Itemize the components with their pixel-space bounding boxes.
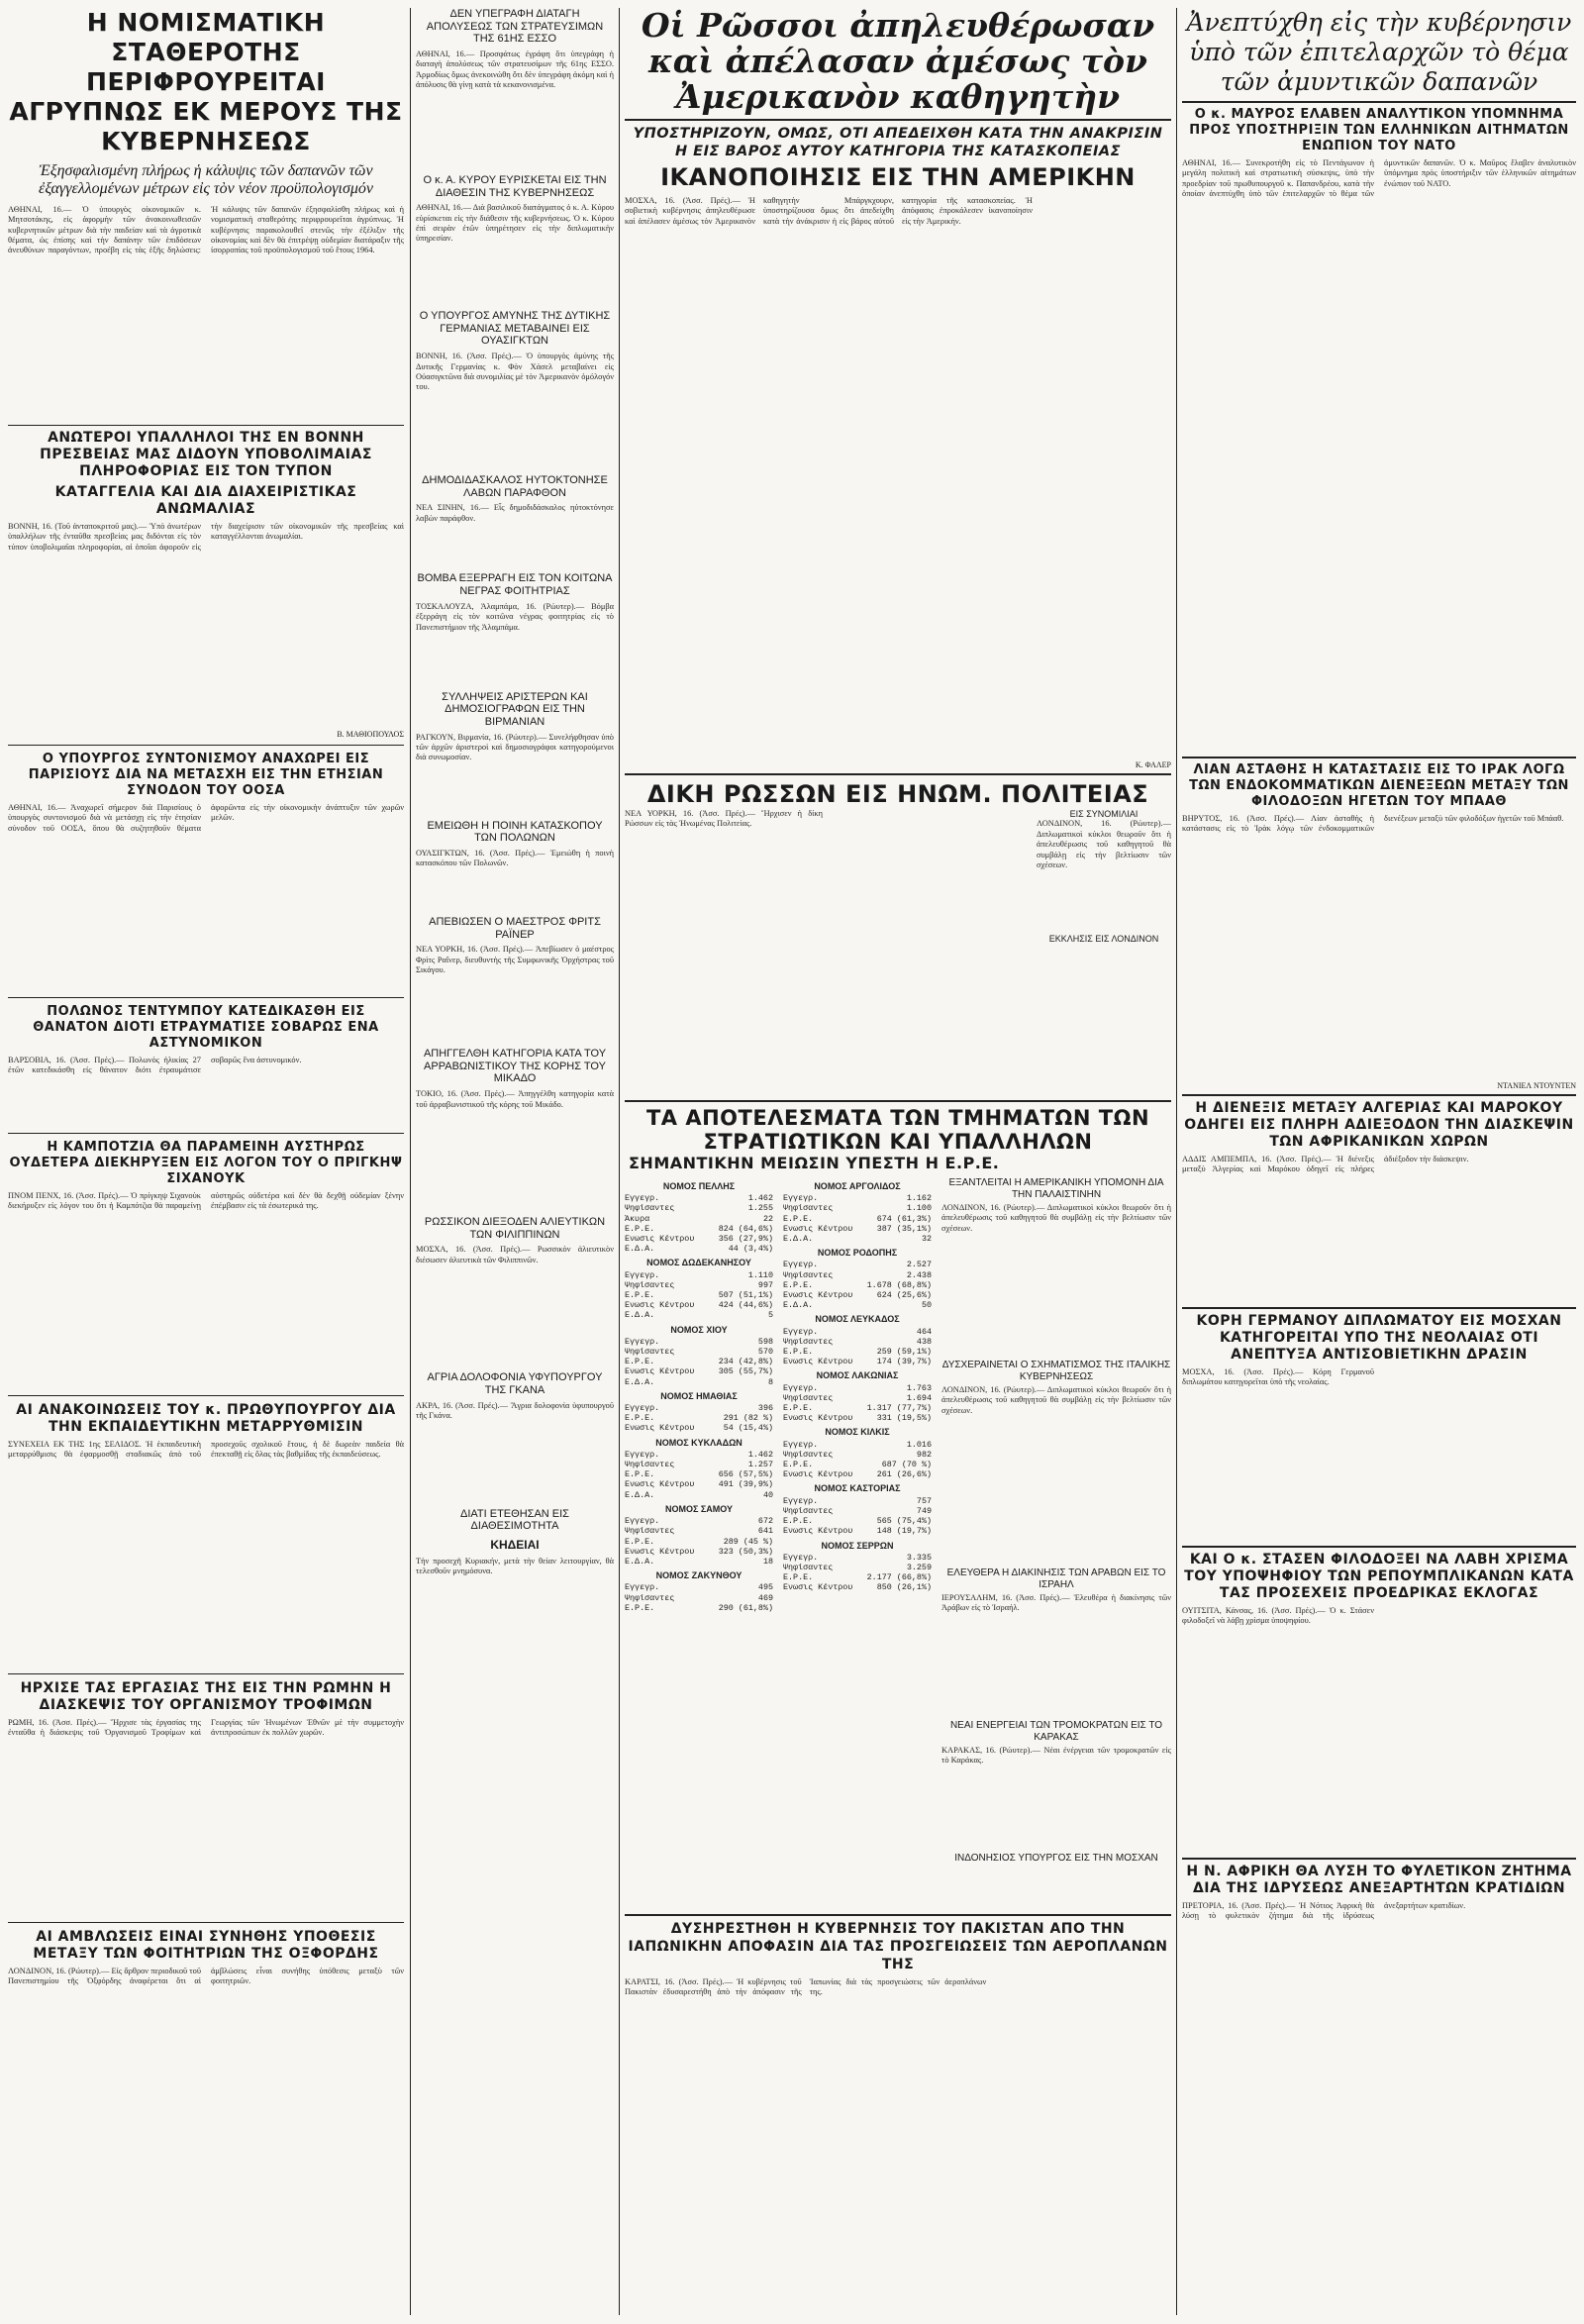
article-body-pakistan: ΚΑΡΑΤΣΙ, 16. (Ἀσσ. Πρές).— Ἡ κυβέρνησις τοῦ Πακιστὰν ἐδυσαρεστήθη ἀπὸ τὴν ἀπόφασιν τῆς Ἰαπωνίας διὰ τὰς προσγειώσεις τῶν ἀεροπλάνων της. xyxy=(625,1977,987,1997)
result-label: Ψηφίσαντες xyxy=(783,1505,834,1516)
result-row xyxy=(783,1347,932,1357)
result-value: 656 (57,5%) xyxy=(718,1469,773,1480)
prefecture-name: ΝΟΜΟΣ ΚΥΚΛΑΔΩΝ xyxy=(655,1437,742,1448)
article-body-trial: ΝΕΑ ΥΟΡΚΗ, 16. (Ἀσσ. Πρές).— Ἤρχισεν ἡ δίκη Ρώσσων εἰς τὰς Ἡνωμένας Πολιτείας. xyxy=(625,809,823,829)
result-row xyxy=(783,1203,932,1213)
prefecture-name: ΝΟΜΟΣ ΚΙΛΚΙΣ xyxy=(825,1427,890,1438)
article-body-kyrou: ΑΘΗΝΑΙ, 16.— Διὰ βασιλικοῦ διατάγματος ὁ κ. Α. Κύρου εὑρίσκεται εἰς τὴν διάθεσιν τῆς κυβερνήσεως. Ὁ κ. Κύρου ἐπὶ σειρὰν ἐτῶν ὑπηρέτησεν εἰς τὴν διπλωματικὴν ὑπηρεσίαν. xyxy=(416,203,614,244)
result-label: Ε.Ρ.Ε. xyxy=(783,1279,814,1290)
result-label: Ψηφίσαντες xyxy=(783,1336,834,1347)
election-results-table-a xyxy=(625,1177,773,1910)
result-value: 424 (44,6%) xyxy=(718,1300,773,1311)
result-label: Ε.Δ.Α. xyxy=(625,1556,655,1566)
result-label: Ἕνωσις Κέντρου xyxy=(783,1290,853,1301)
result-row xyxy=(783,1193,932,1203)
result-value: 850 (26,1%) xyxy=(876,1582,932,1593)
result-value: 323 (50,3%) xyxy=(718,1546,773,1557)
result-label: Ἐγγεγρ. xyxy=(625,1582,660,1593)
result-value: 2.438 xyxy=(906,1269,932,1280)
headline-bomb: ΒΟΜΒΑ ΕΞΕΡΡΑΓΗ ΕΙΣ ΤΟΝ ΚΟΙΤΩΝΑ ΝΕΓΡΑΣ ΦΟΙΤΗΤΡΙΑΣ xyxy=(417,572,613,598)
result-row xyxy=(783,1280,932,1290)
result-row xyxy=(625,1203,773,1213)
result-value: 1.694 xyxy=(906,1392,932,1403)
headline-mikado: ΑΠΗΓΓΕΛΘΗ ΚΑΤΗΓΟΡΙΑ ΚΑΤΑ ΤΟΥ ΑΡΡΑΒΩΝΙΣΤΙΚΟΥ ΤΗΣ ΚΟΡΗΣ ΤΟΥ ΜΙΚΑΔΟ xyxy=(423,1048,607,1085)
trial-section xyxy=(625,809,1171,1096)
result-value: 387 (35,1%) xyxy=(876,1223,932,1234)
column-rule xyxy=(1176,8,1177,2315)
kicker-espionage: ΥΠΟΣΤΗΡΙΖΟΥΝ, ΟΜΩΣ, ΟΤΙ ΑΠΕΔΕΙΧΘΗ ΚΑΤΑ ΤΗΝ ΑΝΑΚΡΙΣΙΝ Η ΕΙΣ ΒΑΡΟΣ ΑΥΤΟΥ ΚΑΤΗΓΟΡΙΑ ΤΗΣ ΚΑΤΑΣΚΟΠΕΙΑΣ xyxy=(633,126,1163,159)
article-body-education: ΣΥΝΕΧΕΙΑ ΕΚ ΤΗΣ 1ης ΣΕΛΙΔΟΣ. Ἡ ἐκπαιδευτικὴ μεταρρύθμισις θὰ ἐφαρμοσθῇ σταδιακῶς ἀπὸ τοῦ προσεχοῦς σχολικοῦ ἔτους, ἡ δὲ δωρεὰν παιδεία θὰ ἐπεκταθῇ εἰς ὅλας τὰς βαθμίδας τῆς ἐκπαιδεύσεως. xyxy=(8,1439,404,1460)
result-label: Ἐγγεγρ. xyxy=(783,1495,819,1506)
result-label: Ἐγγεγρ. xyxy=(783,1439,819,1450)
result-value: 3.259 xyxy=(906,1562,932,1572)
result-row xyxy=(783,1582,932,1592)
result-label: Ε.Ρ.Ε. xyxy=(625,1413,655,1424)
result-value: 982 xyxy=(916,1449,932,1460)
result-value: 1.317 (77,7%) xyxy=(866,1403,932,1414)
article-body-cambodia: ΠΝΟΜ ΠΕΝΧ, 16. (Ἀσσ. Πρές).— Ὁ πρίγκηψ Σιχανοὺκ διεκήρυξεν εἰς λόγον του ὅτι ἡ Καμπότζια θὰ παραμείνῃ αὐστηρῶς οὐδετέρα καὶ δὲν θὰ δεχθῇ οὐδεμίαν ξένην ἐπέμβασιν εἰς τὰ ἐσωτερικά της. xyxy=(8,1190,404,1211)
article-body-talks: ΛΟΝΔΙΝΟΝ, 16. (Ρώυτερ).— Διπλωματικοὶ κύκλοι θεωροῦν ὅτι ἡ ἀπελευθέρωσις τοῦ καθηγητοῦ θὰ συμβάλῃ εἰς τὴν βελτίωσιν τῶν σχέσεων. xyxy=(1037,819,1171,869)
article-body-burma: ΡΑΓΚΟΥΝ, Βιρμανία, 16. (Ρώυτερ).— Συνελήφθησαν ὑπὸ τῶν ἀρχῶν ἀριστεροὶ καὶ δημοσιογράφοι κατηγορούμενοι διὰ συνωμοσίαν. xyxy=(416,732,614,762)
headline-german-defense: Ο ΥΠΟΥΡΓΟΣ ΑΜΥΝΗΣ ΤΗΣ ΔΥΤΙΚΗΣ ΓΕΡΜΑΝΙΑΣ ΜΕΤΑΒΑΙΝΕΙ ΕΙΣ ΟΥΑΣΙΓΚΤΩΝ xyxy=(419,310,611,348)
result-row xyxy=(625,1290,773,1300)
result-row xyxy=(783,1337,932,1347)
result-row xyxy=(783,1234,932,1244)
result-value: 32 xyxy=(921,1234,932,1245)
article-body-mikado: ΤΟΚΙΟ, 16. (Ἀσσ. Πρές).— Ἀπηγγέλθη κατηγορία κατὰ τοῦ ἀρραβωνιστικοῦ τῆς κόρης τοῦ Μικάδο. xyxy=(416,1089,614,1109)
headline-italy-govt: ΔΥΣΧΕΡΑΙΝΕΤΑΙ Ο ΣΧΗΜΑΤΙΣΜΟΣ ΤΗΣ ΙΤΑΛΙΚΗΣ ΚΥΒΕΡΝΗΣΕΩΣ xyxy=(941,1360,1171,1382)
headline-ghana: ΑΓΡΙΑ ΔΟΛΟΦΟΝΙΑ ΥΦΥΠΟΥΡΓΟΥ ΤΗΣ ΓΚΑΝΑ xyxy=(427,1371,603,1397)
result-label: Ε.Ρ.Ε. xyxy=(783,1572,814,1583)
result-value: 507 (51,1%) xyxy=(718,1290,773,1301)
result-label: Ε.Δ.Α. xyxy=(625,1489,655,1500)
result-row xyxy=(625,1403,773,1413)
kicker-mavros-nato: Ο κ. ΜΑΥΡΟΣ ΕΛΑΒΕΝ ΑΝΑΛΥΤΙΚΟΝ ΥΠΟΜΝΗΜΑ ΠΡΟΣ ΥΠΟΣΤΗΡΙΞΙΝ ΤΩΝ ΕΛΛΗΝΙΚΩΝ ΑΙΤΗΜΑΤΩΝ ΕΝΩΠΙΟΝ ΤΟΥ ΝΑΤΟ xyxy=(1189,107,1569,153)
subhead-ere-decline: ΣΗΜΑΝΤΙΚΗΝ ΜΕΙΩΣΙΝ ΥΠΕΣΤΗ Η Ε.Ρ.Ε. xyxy=(629,1154,1000,1172)
headline-arabs-israel: ΕΛΕΥΘΕΡΑ Η ΔΙΑΚΙΝΗΣΙΣ ΤΩΝ ΑΡΑΒΩΝ ΕΙΣ ΤΟ ΙΣΡΑΗΛ xyxy=(946,1567,1166,1590)
result-row xyxy=(625,1337,773,1347)
result-label: Ε.Ρ.Ε. xyxy=(625,1469,655,1480)
prefecture-name: ΝΟΜΟΣ ΡΟΔΟΠΗΣ xyxy=(817,1248,898,1259)
result-label: Ε.Ρ.Ε. xyxy=(625,1223,655,1234)
result-value: 234 (42,8%) xyxy=(718,1357,773,1367)
result-label: Ψηφίσαντες xyxy=(783,1203,834,1214)
article-body-ghana: ΑΚΡΑ, 16. (Ἀσσ. Πρές).— Ἄγρια δολοφονία ὑφυπουργοῦ τῆς Γκάνα. xyxy=(416,1400,614,1421)
prefecture-name: ΝΟΜΟΣ ΧΙΟΥ xyxy=(670,1324,728,1335)
result-value: 757 xyxy=(916,1495,932,1506)
result-row xyxy=(783,1403,932,1413)
result-label: Ἐγγεγρ. xyxy=(783,1260,819,1270)
result-value: 2.177 (66,8%) xyxy=(866,1572,932,1583)
result-row xyxy=(625,1547,773,1557)
subheadline-monetary: Ἐξησφαλισμένη πλήρως ἡ κάλυψις τῶν δαπανῶν τῶν ἐξαγγελλομένων μέτρων εἰς τὸν νέον προϋπολογισμόν xyxy=(39,162,373,198)
result-row xyxy=(783,1413,932,1423)
result-label: Ἐγγεγρ. xyxy=(625,1336,660,1347)
result-value: 674 (61,3%) xyxy=(876,1213,932,1224)
elections-section xyxy=(625,1177,1171,1910)
headline-german-diplomat-daughter: ΚΟΡΗ ΓΕΡΜΑΝΟΥ ΔΙΠΛΩΜΑΤΟΥ ΕΙΣ ΜΟΣΧΑΝ ΚΑΤΗΓΟΡΕΙΤΑΙ ΥΠΟ ΤΗΣ ΝΕΟΛΑΙΑΣ ΟΤΙ ΑΝΕΠΤΥΞΑ ΑΝΤΙΣΟΒΙΕΤΙΚΗΝ ΔΡΑΣΙΝ xyxy=(1196,1313,1562,1363)
result-value: 495 xyxy=(757,1582,773,1593)
result-row xyxy=(783,1357,932,1366)
headline-election-results: ΤΑ ΑΠΟΤΕΛΕΣΜΑΤΑ ΤΩΝ ΤΜΗΜΑΤΩΝ ΤΩΝ ΣΤΡΑΤΙΩΤΙΚΩΝ ΚΑΙ ΥΠΑΛΛΗΛΩΝ xyxy=(645,1106,1150,1154)
headline-bonn-embassy: ΑΝΩΤΕΡΟΙ ΥΠΑΛΛΗΛΟΙ ΤΗΣ ΕΝ ΒΟΝΝΗ ΠΡΕΣΒΕΙΑΣ ΜΑΣ ΔΙΔΟΥΝ ΥΠΟΒΟΛΙΜΑΙΑΣ ΠΛΗΡΟΦΟΡΙΑΣ ΕΙΣ ΤΟΝ ΤΥΠΟΝ xyxy=(40,429,372,479)
result-label: Ψηφίσαντες xyxy=(783,1269,834,1280)
result-value: 5 xyxy=(767,1310,773,1321)
result-label: Ψηφίσαντες xyxy=(783,1392,834,1403)
result-label: Ἐγγεγρ. xyxy=(783,1326,819,1337)
result-value: 749 xyxy=(916,1505,932,1516)
result-row xyxy=(783,1327,932,1337)
result-row xyxy=(625,1526,773,1536)
result-row xyxy=(625,1310,773,1320)
result-label: Ψηφίσαντες xyxy=(625,1347,675,1358)
prefecture-name: ΝΟΜΟΣ ΛΕΥΚΑΔΟΣ xyxy=(815,1314,900,1325)
result-row xyxy=(783,1383,932,1393)
article-body-spy: ΟΥΑΣΙΓΚΤΩΝ, 16. (Ἀσσ. Πρές).— Ἐμειώθη ἡ ποινὴ κατασκόπου τῶν Πολωνῶν. xyxy=(416,848,614,868)
headline-indonesian-minister: ΙΝΔΟΝΗΣΙΟΣ ΥΠΟΥΡΓΟΣ ΕΙΣ ΤΗΝ ΜΟΣΧΑΝ xyxy=(954,1853,1158,1864)
result-value: 598 xyxy=(757,1336,773,1347)
article-body-iraq: ΒΗΡΥΤΟΣ, 16. (Ἀσσ. Πρές).— Λίαν ἀσταθὴς ἡ κατάστασις εἰς τὸ Ἰρὰκ λόγῳ τῶν ἐνδοκομματικῶν διενέξεων μεταξὺ τῶν φιλοδόξων ἡγετῶν τοῦ Μπάαθ. xyxy=(1182,814,1564,834)
result-value: 331 (19,5%) xyxy=(876,1413,932,1424)
result-label: Ἐγγεγρ. xyxy=(625,1516,660,1527)
result-row xyxy=(783,1450,932,1460)
result-row xyxy=(625,1214,773,1224)
article-body-esso: ΑΘΗΝΑΙ, 16.— Προσφάτως ἐγράφη ὅτι ὑπεγράφη ἡ διαταγὴ ἀπολύσεως τῶν στρατευσίμων τῆς 61ης ΕΣΣΟ. Ἁρμοδίως ὅμως ἀνεκοινώθη ὅτι δὲν ὑπεγράφη ἀκόμη καὶ ἡ ἀπόλυσις θὰ γίνῃ κατὰ τὰ κεκανονισμένα. xyxy=(416,49,614,90)
result-value: 289 (45 %) xyxy=(723,1536,773,1547)
result-row xyxy=(625,1603,773,1613)
headline-fao-rome: ΗΡΧΙΣΕ ΤΑΣ ΕΡΓΑΣΙΑΣ ΤΗΣ ΕΙΣ ΤΗΝ ΡΩΜΗΝ Η ΔΙΑΣΚΕΨΙΣ ΤΟΥ ΟΡΓΑΝΙΣΜΟΥ ΤΡΟΦΙΜΩΝ xyxy=(20,1679,392,1713)
result-value: 40 xyxy=(762,1489,773,1500)
headline-caracas: ΝΕΑΙ ΕΝΕΡΓΕΙΑΙ ΤΩΝ ΤΡΟΜΟΚΡΑΤΩΝ ΕΙΣ ΤΟ ΚΑΡΑΚΑΣ xyxy=(949,1720,1163,1743)
result-label: Ἐγγεγρ. xyxy=(625,1449,660,1460)
result-value: 1.100 xyxy=(906,1203,932,1214)
article-body-diplomat-daughter: ΜΟΣΧΑ, 16. (Ἀσσ. Πρές).— Κόρη Γερμανοῦ διπλωμάτου κατηγορεῖται ὑπὸ τῆς νεολαίας. xyxy=(1182,1367,1374,1387)
result-row xyxy=(625,1557,773,1566)
result-label: Ε.Ρ.Ε. xyxy=(783,1403,814,1414)
result-label: Ε.Ρ.Ε. xyxy=(783,1516,814,1527)
headline-61st-esso: ΔΕΝ ΥΠΕΓΡΑΦΗ ΔΙΑΤΑΓΗ ΑΠΟΛΥΣΕΩΣ ΤΩΝ ΣΤΡΑΤΕΥΣΙΜΩΝ ΤΗΣ 61ΗΣ ΕΣΣΟ xyxy=(426,8,604,46)
column-left xyxy=(8,8,404,2066)
headline-funerals: ΚΗΔΕΙΑΙ xyxy=(490,1537,540,1552)
result-value: 624 (25,6%) xyxy=(876,1290,932,1301)
article-body-caracas: ΚΑΡΑΚΑΣ, 16. (Ρώυτερ).— Νέαι ἐνέργειαι τῶν τρομοκρατῶν εἰς τὸ Καράκας. xyxy=(941,1746,1171,1766)
result-label: Ε.Ρ.Ε. xyxy=(783,1347,814,1358)
article-body-philippines: ΜΟΣΧΑ, 16. (Ἀσσ. Πρές).— Ρωσσικὸν ἀλιευτικὸν διέσωσεν ἀλιευτικὰ τῶν Φιλιππινῶν. xyxy=(416,1245,614,1264)
result-label: Ἐγγεγρ. xyxy=(783,1382,819,1393)
headline-teacher: ΔΗΜΟΔΙΔΑΣΚΑΛΟΣ ΗΥΤΟΚΤΟΝΗΣΕ ΛΑΒΩΝ ΠΑΡΑΦΘΟΝ xyxy=(422,474,608,499)
result-label: Ε.Δ.Α. xyxy=(783,1300,814,1311)
result-row xyxy=(625,1450,773,1460)
result-value: 1.462 xyxy=(747,1449,773,1460)
result-label: Ἕνωσις Κέντρου xyxy=(625,1300,695,1311)
result-row xyxy=(783,1260,932,1269)
result-row xyxy=(783,1469,932,1479)
result-row xyxy=(783,1290,932,1300)
column-rule xyxy=(410,8,411,2315)
byline-bonn: Β. ΜΑΘΙΟΠΟΥΛΟΣ xyxy=(337,729,404,739)
headline-south-africa: Η Ν. ΑΦΡΙΚΗ ΘΑ ΛΥΣΗ ΤΟ ΦΥΛΕΤΙΚΟΝ ΖΗΤΗΜΑ ΔΙΑ ΤΗΣ ΙΔΡΥΣΕΩΣ ΑΝΕΞΑΡΤΗΤΩΝ ΚΡΑΤΙΔΙΩΝ xyxy=(1186,1864,1572,1896)
result-value: 1.255 xyxy=(747,1203,773,1214)
result-row xyxy=(783,1270,932,1280)
result-label: Ἐγγεγρ. xyxy=(625,1193,660,1204)
result-label: Ε.Δ.Α. xyxy=(783,1234,814,1245)
article-body-defense: ΑΘΗΝΑΙ, 16.— Συνεκροτήθη εἰς τὸ Πεντάγωνον ἡ μεγάλη πολιτικὴ καὶ στρατιωτικὴ σύσκεψις, ὑπὸ τὴν προεδρίαν τοῦ πρωθυπουργοῦ κ. Παπανδρέου, κατὰ τὴν ὁποίαν ἀνεπτύχθη ὑπὸ τῶν ἐπιτελαρχῶν τὸ θέμα τῶν ἀμυντικῶν δαπανῶν. Ὁ κ. Μαῦρος ἔλαβεν ἀναλυτικὸν ὑπόμνημα πρὸς ὑποστήριξιν τῶν ἑλληνικῶν αἰτημάτων ἐνώπιον τοῦ ΝΑΤΟ. xyxy=(1182,158,1576,199)
result-value: 290 (61,8%) xyxy=(718,1602,773,1613)
result-value: 356 (27,9%) xyxy=(718,1234,773,1245)
result-row xyxy=(625,1593,773,1603)
article-body-oecd: ΑΘΗΝΑΙ, 16.— Ἀναχωρεῖ σήμερον διὰ Παρισίους ὁ ὑπουργὸς συντονισμοῦ διὰ νὰ μετάσχῃ εἰς τὴν ἐτησίαν σύνοδον τοῦ ΟΟΣΑ, ὅπου θὰ συζητηθοῦν θέματα ἀφορῶντα εἰς τὴν οἰκονομικὴν ἀνάπτυξιν τῶν χωρῶν μελῶν. xyxy=(8,802,404,833)
article-body-oxford: ΛΟΝΔΙΝΟΝ, 16. (Ρώυτερ).— Εἰς ἄρθρον περιοδικοῦ τοῦ Πανεπιστημίου τῆς Ὀξφόρδης ἀναφέρεται ὅτι αἱ ἀμβλώσεις εἶναι συνήθης ὑπόθεσις μεταξὺ τῶν φοιτητριῶν. xyxy=(8,1966,404,1986)
result-label: Ἕνωσις Κέντρου xyxy=(625,1479,695,1490)
result-row xyxy=(625,1224,773,1234)
result-value: 1.162 xyxy=(906,1193,932,1204)
result-value: 1.110 xyxy=(747,1269,773,1280)
result-label: Ἕνωσις Κέντρου xyxy=(783,1223,853,1234)
result-label: Ε.Ρ.Ε. xyxy=(625,1290,655,1301)
result-row xyxy=(625,1366,773,1376)
article-body-funerals: Τὴν προσεχῆ Κυριακήν, μετὰ τὴν θείαν λειτουργίαν, θὰ τελεσθοῦν μνημόσυνα. xyxy=(416,1556,614,1576)
result-value: 259 (59,1%) xyxy=(876,1347,932,1358)
result-value: 54 (15,4%) xyxy=(723,1423,773,1434)
result-row xyxy=(625,1357,773,1366)
article-body-polish: ΒΑΡΣΟΒΙΑ, 16. (Ἀσσ. Πρές).— Πολωνὸς ἠλικίας 27 ἐτῶν κατεδικάσθη εἰς θάνατον διότι ἐτραυμάτισε σοβαρῶς ἕνα ἀστυνομικόν. xyxy=(8,1055,302,1075)
article-body-reiner: ΝΕΑ ΥΟΡΚΗ, 16. (Ἀσσ. Πρές).— Ἀπεβίωσεν ὁ μαέστρος Φρὶτς Ραΐνερ, διευθυντὴς τῆς Συμφωνικῆς Ὀρχήστρας τοῦ Σικάγου. xyxy=(416,945,614,974)
result-label: Ψηφίσαντες xyxy=(625,1279,675,1290)
headline-palestine: ΕΞΑΝΤΛΕΙΤΑΙ Η ΑΜΕΡΙΚΑΝΙΚΗ ΥΠΟΜΟΝΗ ΔΙΑ ΤΗΝ ΠΑΛΑΙΣΤΙΝΗΝ xyxy=(948,1177,1164,1200)
headline-iraq: ΛΙΑΝ ΑΣΤΑΘΗΣ Η ΚΑΤΑΣΤΑΣΙΣ ΕΙΣ ΤΟ ΙΡΑΚ ΛΟΓΩ ΤΩΝ ΕΝΔΟΚΟΜΜΑΤΙΚΩΝ ΔΙΕΝΕΞΕΩΝ ΜΕΤΑΞΥ ΤΩΝ ΦΙΛΟΔΟΞΩΝ ΗΓΕΤΩΝ ΤΟΥ ΜΠΑΑΘ xyxy=(1189,762,1569,809)
article-body-bomb: ΤΟΣΚΑΛΟΥΖΑ, Ἀλαμπάμα, 16. (Ρώυτερ).— Βόμβα ἐξερράγη εἰς τὸν κοιτῶνα νέγρας φοιτητρίας εἰς τὸ Πανεπιστήμιον τῆς Ἀλαμπάμα. xyxy=(416,601,614,632)
result-label: Ε.Ρ.Ε. xyxy=(625,1602,655,1613)
headline-polish-sentence: ΠΟΛΩΝΟΣ ΤΕΝΤΥΜΠΟΥ ΚΑΤΕΔΙΚΑΣΘΗ ΕΙΣ ΘΑΝΑΤΟΝ ΔΙΟΤΙ ΕΤΡΑΥΜΑΤΙΣΕ ΣΟΒΑΡΩΣ ΕΝΑ ΑΣΤΥΝΟΜΙΚΟΝ xyxy=(33,1003,379,1051)
result-label: Ε.Ρ.Ε. xyxy=(625,1357,655,1367)
prefecture-name: ΝΟΜΟΣ ΛΑΚΩΝΙΑΣ xyxy=(816,1370,899,1381)
result-label: Ἕνωσις Κέντρου xyxy=(625,1366,695,1377)
result-value: 469 xyxy=(757,1592,773,1603)
result-label: Ψηφίσαντες xyxy=(625,1460,675,1470)
result-value: 22 xyxy=(762,1213,773,1224)
result-row xyxy=(625,1234,773,1244)
result-row xyxy=(625,1377,773,1387)
headline-algeria-morocco: Η ΔΙΕΝΕΞΙΣ ΜΕΤΑΞΥ ΑΛΓΕΡΙΑΣ ΚΑΙ ΜΑΡΟΚΟΥ ΟΔΗΓΕΙ ΕΙΣ ΠΛΗΡΗ ΑΔΙΕΞΟΔΟΝ ΤΗΝ ΔΙΑΣΚΕΨΙΝ ΤΩΝ ΑΦΡΙΚΑΝΙΚΩΝ ΧΩΡΩΝ xyxy=(1184,1100,1574,1150)
result-label: Ἐγγεγρ. xyxy=(783,1193,819,1204)
result-label: Ἐγγεγρ. xyxy=(625,1269,660,1280)
article-body-bonn: ΒΟΝΝΗ, 16. (Τοῦ ἀνταποκριτοῦ μας).— Ὑπὸ ἀνωτέρων ὑπαλλήλων τῆς ἐνταῦθα πρεσβείας μας διδόνται εἰς τὸν τύπον ὑποβολιμαῖαι πληροφορίαι, αἱ ὁποῖαι ἀφοροῦν εἰς τὴν διαχείρισιν τῶν οἰκονομικῶν τῆς πρεσβείας καὶ καταγγέλλονται ἀνωμαλίαι. xyxy=(8,521,404,552)
result-row xyxy=(783,1506,932,1516)
result-value: 1.678 (68,8%) xyxy=(866,1279,932,1290)
result-row xyxy=(783,1496,932,1506)
headline-pakistan: ΔΥΣΗΡΕΣΤΗΘΗ Η ΚΥΒΕΡΝΗΣΙΣ ΤΟΥ ΠΑΚΙΣΤΑΝ ΑΠΟ ΤΗΝ ΙΑΠΩΝΙΚΗΝ ΑΠΟΦΑΣΙΝ ΔΙΑ ΤΑΣ ΠΡΟΣΓΕΙΩΣΕΙΣ ΤΩΝ ΑΕΡΟΠΛΑΝΩΝ ΤΗΣ xyxy=(628,1921,1168,1972)
result-label: Ἄκυρα xyxy=(625,1213,650,1224)
result-row xyxy=(625,1537,773,1547)
headline-stassen: ΚΑΙ Ο κ. ΣΤΑΣΕΝ ΦΙΛΟΔΟΞΕΙ ΝΑ ΛΑΒΗ ΧΡΙΣΜΑ ΤΟΥ ΥΠΟΨΗΦΙΟΥ ΤΩΝ ΡΕΠΟΥΜΠΛΙΚΑΝΩΝ ΚΑΤΑ ΤΑΣ ΠΡΟΣΕΧΕΙΣ ΠΡΟΕΔΡΙΚΑΣ ΕΚΛΟΓΑΣ xyxy=(1184,1552,1574,1601)
headline-bonn-embassy-2: ΚΑΤΑΓΓΕΛΙΑ ΚΑΙ ΔΙΑ ΔΙΑΧΕΙΡΙΣΤΙΚΑΣ ΑΝΩΜΑΛΙΑΣ xyxy=(54,483,357,517)
result-value: 672 xyxy=(757,1516,773,1527)
result-row xyxy=(783,1526,932,1536)
headline-philippines: ΡΩΣΣΙΚΟΝ ΔΙΕΞΟΔΕΝ ΑΛΙΕΥΤΙΚΩΝ ΤΩΝ ΦΙΛΙΠΠΙΝΩΝ xyxy=(424,1216,606,1241)
result-value: 261 (26,6%) xyxy=(876,1469,932,1480)
result-row xyxy=(783,1393,932,1403)
result-label: Ε.Ρ.Ε. xyxy=(625,1536,655,1547)
article-body-teacher: ΝΕΑ ΣΙΝΗΝ, 16.— Εἷς δημοδιδάσκαλος ηὐτοκτόνησε λαβὼν παράφθον. xyxy=(416,503,614,523)
result-label: Ἐγγεγρ. xyxy=(625,1403,660,1414)
headline-burma: ΣΥΛΛΗΨΕΙΣ ΑΡΙΣΤΕΡΩΝ ΚΑΙ ΔΗΜΟΣΙΟΓΡΑΦΩΝ ΕΙΣ ΤΗΝ ΒΙΡΜΑΝΙΑΝ xyxy=(442,690,588,728)
headline-london-appeal: ΕΚΚΛΗΣΙΣ ΕΙΣ ΛΟΝΔΙΝΟΝ xyxy=(1048,934,1159,945)
result-row xyxy=(625,1347,773,1357)
headline-disposal: ΔΙΑΤΙ ΕΤΕΘΗΣΑΝ ΕΙΣ ΔΙΑΘΕΣΙΜΟΤΗΤΑ xyxy=(460,1507,569,1533)
headline-talks: ΕΙΣ ΣΥΝΟΜΙΛΙΑΙ xyxy=(1069,809,1138,819)
elections-side-news xyxy=(941,1177,1171,1910)
article-body-south-africa: ΠΡΕΤΟΡΙΑ, 16. (Ἀσσ. Πρές).— Ἡ Νότιος Ἀφρικὴ θὰ λύσῃ τὸ φυλετικὸν ζήτημα διὰ τῆς ἱδρύσεως ἀνεξαρτήτων κρατιδίων. xyxy=(1182,1901,1466,1921)
headline-education-reform: ΑΙ ΑΝΑΚΟΙΝΩΣΕΙΣ ΤΟΥ κ. ΠΡΩΘΥΠΟΥΡΓΟΥ ΔΙΑ ΤΗΝ ΕΚΠΑΙΔΕΥΤΙΚΗΝ ΜΕΤΑΡΡΥΘΜΙΣΙΝ xyxy=(16,1401,396,1435)
result-row xyxy=(783,1224,932,1234)
result-label: Ἕνωσις Κέντρου xyxy=(783,1357,853,1367)
article-body-palestine: ΛΟΝΔΙΝΟΝ, 16. (Ρώυτερ).— Διπλωματικοὶ κύκλοι θεωροῦν ὅτι ἡ ἀπελευθέρωσις τοῦ καθηγητοῦ θὰ συμβάλῃ εἰς τὴν βελτίωσιν τῶν σχέσεων. xyxy=(941,1203,1171,1233)
result-value: 997 xyxy=(757,1279,773,1290)
article-body-algeria: ΑΔΔΙΣ ΑΜΠΕΜΠΑ, 16. (Ἀσσ. Πρές).— Ἡ διένεξις μεταξὺ Ἀλγερίας καὶ Μαρόκου ὁδηγεῖ εἰς πλήρες ἀδιέξοδον τὴν διάσκεψιν. xyxy=(1182,1155,1469,1174)
headline-kyrou: Ο κ. Α. ΚΥΡΟΥ ΕΥΡΙΣΚΕΤΑΙ ΕΙΣ ΤΗΝ ΔΙΑΘΕΣΙΝ ΤΗΣ ΚΥΒΕΡΝΗΣΕΩΣ xyxy=(423,173,607,199)
result-label: Ψηφίσαντες xyxy=(783,1449,834,1460)
result-row xyxy=(783,1572,932,1582)
result-row xyxy=(625,1244,773,1254)
result-value: 1.763 xyxy=(906,1382,932,1393)
prefecture-name: ΝΟΜΟΣ ΣΕΡΡΩΝ xyxy=(821,1540,894,1551)
election-results-table-b xyxy=(783,1177,932,1910)
result-value: 687 (70 %) xyxy=(881,1460,932,1470)
result-label: Ψηφίσαντες xyxy=(625,1203,675,1214)
prefecture-name: ΝΟΜΟΣ ΔΩΔΕΚΑΝΗΣΟΥ xyxy=(646,1258,751,1268)
result-row xyxy=(625,1300,773,1310)
article-body-german-defense: ΒΟΝΝΗ, 16. (Ἀσσ. Πρές).— Ὁ ὑπουργὸς ἀμύνης τῆς Δυτικῆς Γερμανίας κ. Φὸν Χάσελ μεταβαίνει εἰς Οὐασιγκτῶνα διὰ συνομιλίας μὲ τὸν Ἀμερικανὸν ὁμόλογόν του. xyxy=(416,352,614,392)
article-body-monetary: ΑΘΗΝΑΙ, 16.— Ὁ ὑπουργὸς οἰκονομικῶν κ. Μητσοτάκης, εἰς ἀφορμὴν τῶν ἀνακοινωθεισῶν κυβερνητικῶν μέτρων διὰ τὴν παιδείαν καὶ τὰ ἀγροτικὰ θέματα, ὡς ἐπίσης καὶ τὴν δαπάνην τῶν ἐπιδόσεων ἀνευθύνων παραγόντων, προέβη εἰς τὰς ἑξῆς δηλώσεις: Ἡ κάλυψις τῶν δαπανῶν ἐξησφαλίσθη πλήρως καὶ ἡ νομισματικὴ σταθερότης περιφρουρεῖται ἀγρύπνως. Ἡ κυβέρνησις παρακολουθεῖ στενῶς τὴν ἐξέλιξιν τῆς οἰκονομίας καὶ δὲν θὰ ἐπιτρέψῃ οὐδεμίαν διατάραξιν τῆς ἰσορροπίας τοῦ προϋπολογισμοῦ τοῦ ἔτους 1964. xyxy=(8,204,404,255)
column-right xyxy=(1182,8,1576,2089)
headline-oxford: ΑΙ ΑΜΒΛΩΣΕΙΣ ΕΙΝΑΙ ΣΥΝΗΘΗΣ ΥΠΟΘΕΣΙΣ ΜΕΤΑΞΥ ΤΩΝ ΦΟΙΤΗΤΡΙΩΝ ΤΗΣ ΟΞΦΟΡΔΗΣ xyxy=(33,1928,379,1962)
result-row xyxy=(783,1300,932,1310)
result-row xyxy=(783,1460,932,1469)
result-row xyxy=(783,1214,932,1224)
result-label: Ε.Δ.Α. xyxy=(625,1376,655,1387)
result-value: 44 (3,4%) xyxy=(728,1244,773,1255)
column-center xyxy=(625,8,1171,2126)
result-value: 464 xyxy=(916,1326,932,1337)
result-label: Ἕνωσις Κέντρου xyxy=(783,1413,853,1424)
headline-spy-sentence: ΕΜΕΙΩΘΗ Η ΠΟΙΝΗ ΚΑΤΑΣΚΟΠΟΥ ΤΩΝ ΠΟΛΩΝΩΝ xyxy=(427,819,603,845)
result-label: Ἕνωσις Κέντρου xyxy=(783,1469,853,1480)
result-value: 291 (82 %) xyxy=(723,1413,773,1424)
prefecture-name: ΝΟΜΟΣ ΗΜΑΘΙΑΣ xyxy=(660,1390,738,1401)
result-value: 2.527 xyxy=(906,1260,932,1270)
result-label: Ἕνωσις Κέντρου xyxy=(783,1526,853,1537)
prefecture-name: ΝΟΜΟΣ ΠΕΛΛΗΣ xyxy=(662,1181,736,1191)
result-value: 824 (64,6%) xyxy=(718,1223,773,1234)
result-value: 1.016 xyxy=(906,1439,932,1450)
result-row xyxy=(783,1563,932,1572)
result-value: 1.462 xyxy=(747,1193,773,1204)
result-label: Ψηφίσαντες xyxy=(783,1562,834,1572)
result-row xyxy=(625,1460,773,1469)
result-value: 174 (39,7%) xyxy=(876,1357,932,1367)
result-label: Ε.Ρ.Ε. xyxy=(783,1460,814,1470)
result-value: 570 xyxy=(757,1347,773,1358)
article-body-professor: ΜΟΣΧΑ, 16. (Ἀσσ. Πρές).— Ἡ σοβιετικὴ κυβέρνησις ἀπηλευθέρωσε καὶ ἀπέλασεν ἀμέσως τὸν Ἀμερικανὸν καθηγητὴν Μπάργκχουρν, ὑποστηρίζουσα ὅμως ὅτι ἀπεδείχθη κατὰ τὴν ἀνάκρισιν ἡ εἰς βάρος αὐτοῦ κατηγορία τῆς κατασκοπείας. Ἡ ἀπόφασις ἐπροκάλεσεν ἱκανοποίησιν εἰς τὴν Ἀμερικήν. xyxy=(625,196,1033,226)
result-row xyxy=(625,1280,773,1290)
headline-russians-release: Οἱ Ρῶσσοι ἀπηλευθέρωσαν καὶ ἀπέλασαν ἀμέσως τὸν Ἀμερικανὸν καθηγητὴν xyxy=(641,6,1155,116)
result-label: Ε.Δ.Α. xyxy=(625,1310,655,1321)
result-row xyxy=(783,1553,932,1563)
result-label: Ἐγγεγρ. xyxy=(783,1552,819,1563)
prefecture-name: ΝΟΜΟΣ ΑΡΓΟΛΙΔΟΣ xyxy=(814,1181,901,1191)
headline-defense-expenditure: Ἀνεπτύχθη εἰς τὴν κυβέρνησιν ὑπὸ τῶν ἐπιτελαρχῶν τὸ θέμα τῶν ἀμυντικῶν δαπανῶν xyxy=(1186,8,1572,96)
result-row xyxy=(625,1490,773,1500)
subhead-satisfaction-america: ΙΚΑΝΟΠΟΙΗΣΙΣ ΕΙΣ ΤΗΝ ΑΜΕΡΙΚΗΝ xyxy=(660,163,1136,191)
result-row xyxy=(625,1413,773,1423)
result-label: Ε.Ρ.Ε. xyxy=(783,1213,814,1224)
result-label: Ψηφίσαντες xyxy=(625,1526,675,1537)
result-row xyxy=(783,1516,932,1526)
result-value: 305 (55,7%) xyxy=(718,1366,773,1377)
result-row xyxy=(625,1582,773,1592)
trial-sidebar xyxy=(1037,809,1171,1096)
prefecture-name: ΝΟΜΟΣ ΖΑΚΥΝΘΟΥ xyxy=(655,1570,742,1581)
result-label: Ψηφίσαντες xyxy=(625,1592,675,1603)
result-label: Ἕνωσις Κέντρου xyxy=(625,1546,695,1557)
result-label: Ἕνωσις Κέντρου xyxy=(625,1423,695,1434)
result-label: Ἕνωσις Κέντρου xyxy=(783,1582,853,1593)
article-body-israel: ΙΕΡΟΥΣΑΛΗΜ, 16. (Ἀσσ. Πρές).— Ἐλευθέρα ἡ διακίνησις τῶν Ἀράβων εἰς τὸ Ἰσραήλ. xyxy=(941,1593,1171,1613)
result-row xyxy=(783,1440,932,1450)
column-rule xyxy=(619,8,620,2315)
result-value: 1.257 xyxy=(747,1460,773,1470)
result-label: Ἕνωσις Κέντρου xyxy=(625,1234,695,1245)
result-value: 18 xyxy=(762,1556,773,1566)
column-narrow xyxy=(416,8,614,1660)
result-row xyxy=(625,1423,773,1433)
result-value: 438 xyxy=(916,1336,932,1347)
headline-coordination-minister: Ο ΥΠΟΥΡΓΟΣ ΣΥΝΤΟΝΙΣΜΟΥ ΑΝΑΧΩΡΕΙ ΕΙΣ ΠΑΡΙΣΙΟΥΣ ΔΙΑ ΝΑ ΜΕΤΑΣΧΗ ΕΙΣ ΤΗΝ ΕΤΗΣΙΑΝ ΣΥΝΟΔΟΝ ΤΟΥ ΟΟΣΑ xyxy=(28,751,384,798)
article-body-fao: ΡΩΜΗ, 16. (Ἀσσ. Πρές).— Ἤρχισε τὰς ἐργασίας της ἐνταῦθα ἡ διάσκεψις τοῦ Ὀργανισμοῦ Τροφίμων καὶ Γεωργίας τῶν Ἡνωμένων Ἐθνῶν μὲ τὴν συμμετοχὴν ἀντιπροσώπων ἐκ πολλῶν χωρῶν. xyxy=(8,1717,404,1738)
headline-monetary-stability: Η ΝΟΜΙΣΜΑΤΙΚΗ ΣΤΑΘΕΡΟΤΗΣ ΠΕΡΙΦΡΟΥΡΕΙΤΑΙ ΑΓΡΥΠΝΩΣ ΕΚ ΜΕΡΟΥΣ ΤΗΣ ΚΥΒΕΡΝΗΣΕΩΣ xyxy=(9,8,403,155)
headline-cambodia: Η ΚΑΜΠΟΤΖΙΑ ΘΑ ΠΑΡΑΜΕΙΝΗ ΑΥΣΤΗΡΩΣ ΟΥΔΕΤΕΡΑ ΔΙΕΚΗΡΥΞΕΝ ΕΙΣ ΛΟΓΟΝ ΤΟΥ Ο ΠΡΙΓΚΗΨ ΣΙΧΑΝΟΥΚ xyxy=(9,1139,403,1186)
byline-center: Κ. ΦΑΛΕΡ xyxy=(1135,760,1171,769)
result-value: 565 (75,4%) xyxy=(876,1516,932,1527)
result-value: 8 xyxy=(767,1376,773,1387)
headline-russians-trial-usa: ΔΙΚΗ ΡΩΣΣΩΝ ΕΙΣ ΗΝΩΜ. ΠΟΛΙΤΕΙΑΣ xyxy=(646,780,1149,808)
result-value: 396 xyxy=(757,1403,773,1414)
byline-right: ΝΤΑΝΙΕΛ ΝΤΟΥΝΤΕΝ xyxy=(1497,1081,1576,1090)
result-row xyxy=(625,1516,773,1526)
result-row xyxy=(625,1193,773,1203)
article-body-stassen: ΟΥΙΤΣΙΤΑ, Κάνσας, 16. (Ἀσσ. Πρές).— Ὁ κ. Στάσεν φιλοδοξεῖ νὰ λάβῃ χρίσμα ὑποψηφίου. xyxy=(1182,1606,1374,1626)
prefecture-name: ΝΟΜΟΣ ΚΑΣΤΟΡΙΑΣ xyxy=(814,1483,901,1494)
article-body-italy: ΛΟΝΔΙΝΟΝ, 16. (Ρώυτερ).— Διπλωματικοὶ κύκλοι θεωροῦν ὅτι ἡ ἀπελευθέρωσις τοῦ καθηγητοῦ θὰ συμβάλῃ εἰς τὴν βελτίωσιν τῶν σχέσεων. xyxy=(941,1385,1171,1415)
result-value: 148 (19,7%) xyxy=(876,1526,932,1537)
result-label: Ε.Δ.Α. xyxy=(625,1244,655,1255)
result-value: 641 xyxy=(757,1526,773,1537)
result-value: 3.335 xyxy=(906,1552,932,1563)
result-row xyxy=(625,1479,773,1489)
result-row xyxy=(625,1270,773,1280)
prefecture-name: ΝΟΜΟΣ ΣΑΜΟΥ xyxy=(664,1503,734,1514)
result-row xyxy=(625,1469,773,1479)
headline-reiner: ΑΠΕΒΙΩΣΕΝ Ο ΜΑΕΣΤΡΟΣ ΦΡΙΤΣ ΡΑΪΝΕΡ xyxy=(429,915,601,941)
result-value: 50 xyxy=(921,1300,932,1311)
result-value: 491 (39,9%) xyxy=(718,1479,773,1490)
